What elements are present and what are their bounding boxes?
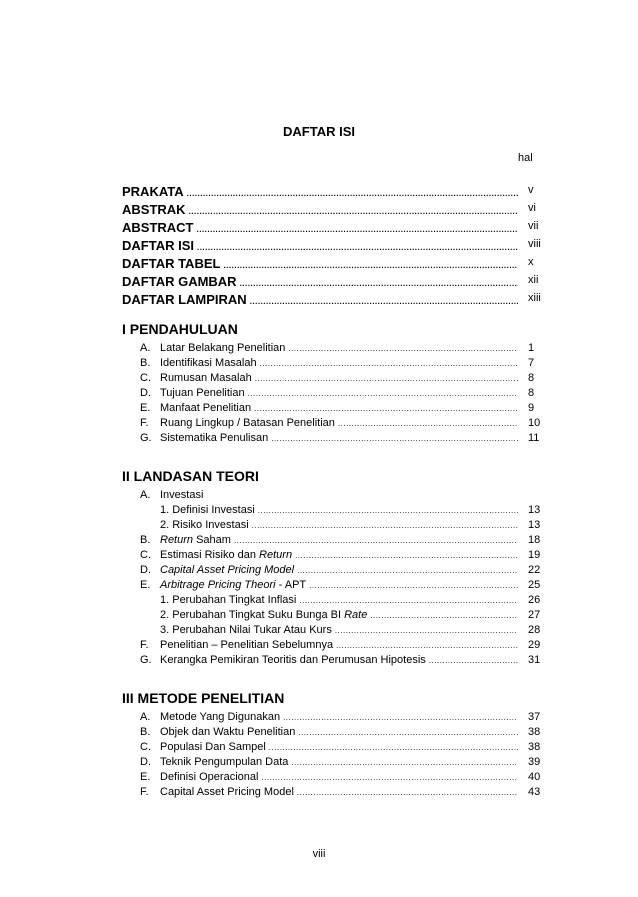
toc-entry-page: 25 [528,579,541,591]
toc-subentry-heading [140,489,203,501]
toc-entry-page: 39 [528,756,541,768]
entry-letter: B. [140,357,151,369]
toc-entry-label-italic: Rate [344,609,368,621]
toc-subentry [140,741,541,756]
toc-entry-label: Latar Belakang Penelitian [160,342,286,354]
toc-entry-label: ABSTRACT [122,220,194,235]
page-column-label: hal [518,152,533,164]
toc-entry-label: DAFTAR GAMBAR [122,274,237,289]
leader-dots [234,536,518,545]
toc-subentry [140,564,541,579]
toc-entry-label: ABSTRAK [122,202,186,217]
leader-dots [335,626,518,635]
toc-entry-page: 28 [528,624,541,636]
leader-dots [254,404,518,413]
toc-entry-page: 31 [528,654,541,666]
toc-subentry [140,432,540,447]
toc-subentry [140,654,541,669]
toc-entry-page: 7 [528,357,535,369]
leader-dots [309,581,518,590]
toc-entry-label: 2. Risiko Investasi [160,519,249,531]
entry-letter: E. [140,402,151,414]
toc-entry-label: Populasi Dan Sampel [160,741,266,753]
toc-entry-label: Rumusan Masalah [160,372,252,384]
toc-entry-label: 1. Definisi Investasi [160,504,255,516]
toc-entry-page: viii [528,238,541,250]
toc-subentry [140,771,541,786]
toc-entry-label-italic: Arbitrage Pricing Theori [160,579,276,591]
toc-subsubentry [160,504,541,519]
toc-entry-label: 2. Perubahan Tingkat Suku Bunga BI [160,609,345,621]
toc-entry-daftar-isi [122,238,541,256]
toc-subsubentry [160,594,541,609]
toc-entry-page: 8 [528,372,535,384]
toc-entry-page: 10 [528,417,541,429]
toc-subentry [140,579,541,594]
toc-entry-label: Kerangka Pemikiran Teoritis dan Perumusan Hipotesis [160,654,426,666]
toc-entry-page: xiii [528,292,541,304]
toc-entry-label-italic: Return [259,549,293,561]
toc-subentry [140,534,541,549]
toc-entry-label: DAFTAR TABEL [122,256,221,271]
toc-subentry [140,786,541,801]
toc-subentry [140,711,541,726]
leader-dots [240,279,518,288]
leader-dots [261,773,518,782]
toc-subsubentry [160,519,541,534]
toc-subsubentry [160,624,541,639]
toc-entry-page: 13 [528,504,541,516]
leader-dots [258,506,518,515]
toc-subentry [140,726,541,741]
entry-letter: B. [140,726,151,738]
leader-dots [248,389,518,398]
toc-entry-page: x [528,256,534,268]
entry-letter: E. [140,579,151,591]
toc-entry-page: 37 [528,711,541,723]
toc-entry-label: Penelitian – Penelitian Sebelumnya [160,639,334,651]
toc-entry-page: 1 [528,342,535,354]
entry-letter: C. [140,741,151,753]
leader-dots [336,641,518,650]
toc-subentry [140,342,535,357]
toc-entry-abstract [122,220,539,238]
entry-letter: D. [140,756,151,768]
toc-entry-label: 1. Perubahan Tingkat Inflasi [160,594,297,606]
leader-dots [252,521,518,530]
entry-letter: D. [140,564,151,576]
toc-entry-label: Tujuan Penelitian [160,387,245,399]
toc-entry-label: 3. Perubahan Nilai Tukar Atau Kurs [160,624,332,636]
toc-subentry [140,387,535,402]
leader-dots [189,207,518,216]
leader-dots [197,225,519,234]
toc-entry-label: Sistematika Penulisan [160,432,269,444]
entry-letter: A. [140,711,151,723]
toc-subentry [140,417,541,432]
toc-entry-page: 18 [528,534,541,546]
toc-entry-page: 22 [528,564,541,576]
entry-letter: A. [140,489,151,501]
toc-entry-page: v [528,184,534,196]
entry-letter: C. [140,549,151,561]
toc-entry-label: Objek dan Waktu Penelitian [160,726,296,738]
toc-entry-prakata [122,184,534,202]
toc-subentry [140,549,541,564]
toc-entry-label: DAFTAR LAMPIRAN [122,292,247,307]
toc-entry-page: 38 [528,726,541,738]
entry-letter: F. [140,417,149,429]
toc-entry-label-italic: Capital Asset Pricing Model [160,564,295,576]
toc-entry-page: 29 [528,639,541,651]
toc-subentry [140,402,535,417]
toc-entry-page: vi [528,202,536,214]
leader-dots [288,344,518,353]
leader-dots [298,728,518,737]
toc-entry-page: xii [528,274,539,286]
entry-letter: D. [140,387,151,399]
toc-entry-label: Metode Yang Digunakan [160,711,281,723]
toc-subentry [140,756,541,771]
toc-entry-label: Definisi Operacional [160,771,259,783]
leader-dots [291,758,518,767]
toc-entry-daftar-lampiran [122,292,541,310]
toc-entry-label: PRAKATA [122,184,184,199]
toc-entry-label: DAFTAR ISI [122,238,194,253]
entry-letter: F. [140,639,149,651]
chapter-heading-2: II LANDASAN TEORI [122,468,259,484]
leader-dots [299,596,518,605]
leader-dots [283,713,518,722]
toc-entry-label: - APT [275,579,307,591]
toc-entry-page: 43 [528,786,541,798]
page-number-footer: viii [312,848,326,860]
entry-letter: C. [140,372,151,384]
toc-entry-label: Teknik Pengumpulan Data [160,756,289,768]
leader-dots [338,419,518,428]
leader-dots [271,434,518,443]
toc-entry-daftar-gambar [122,274,539,292]
toc-entry-page: 40 [528,771,541,783]
toc-entry-label-italic: Return [160,534,194,546]
page-title: DAFTAR ISI [283,124,355,139]
entry-letter: G. [140,432,152,444]
toc-entry-daftar-tabel [122,256,534,274]
leader-dots [223,261,518,270]
toc-entry-page: 9 [528,402,535,414]
entry-letter: E. [140,771,151,783]
leader-dots [297,788,518,797]
leader-dots [187,189,518,198]
toc-entry-page: vii [528,220,539,232]
leader-dots [250,297,518,306]
entry-letter: F. [140,786,149,798]
toc-entry-page: 19 [528,549,541,561]
toc-subentry [140,639,541,654]
toc-entry-label: Identifikasi Masalah [160,357,257,369]
toc-entry-page: 8 [528,387,535,399]
toc-entry-label: Estimasi Risiko dan [160,549,260,561]
entry-letter: B. [140,534,151,546]
leader-dots [370,611,518,620]
leader-dots [255,374,518,383]
leader-dots [269,743,518,752]
toc-entry-page: 11 [528,432,540,444]
leader-dots [429,656,518,665]
chapter-heading-1: I PENDAHULUAN [122,321,238,337]
toc-entry-page: 27 [528,609,541,621]
toc-entry-abstrak [122,202,536,220]
leader-dots [197,243,518,252]
toc-subentry [140,372,535,387]
toc-entry-label: Investasi [160,489,204,501]
toc-entry-page: 13 [528,519,541,531]
entry-letter: G. [140,654,152,666]
toc-subsubentry [160,609,541,624]
leader-dots [260,359,518,368]
chapter-heading-3: III METODE PENELITIAN [122,690,285,706]
toc-entry-label: Capital Asset Pricing Model [160,786,294,798]
toc-entry-label: Manfaat Penelitian [160,402,252,414]
entry-letter: A. [140,342,151,354]
toc-entry-page: 38 [528,741,541,753]
toc-entry-label: Ruang Lingkup / Batasan Penelitian [160,417,335,429]
toc-subentry [140,357,535,372]
toc-entry-label: Saham [193,534,231,546]
leader-dots [297,566,518,575]
leader-dots [295,551,518,560]
toc-entry-page: 26 [528,594,541,606]
